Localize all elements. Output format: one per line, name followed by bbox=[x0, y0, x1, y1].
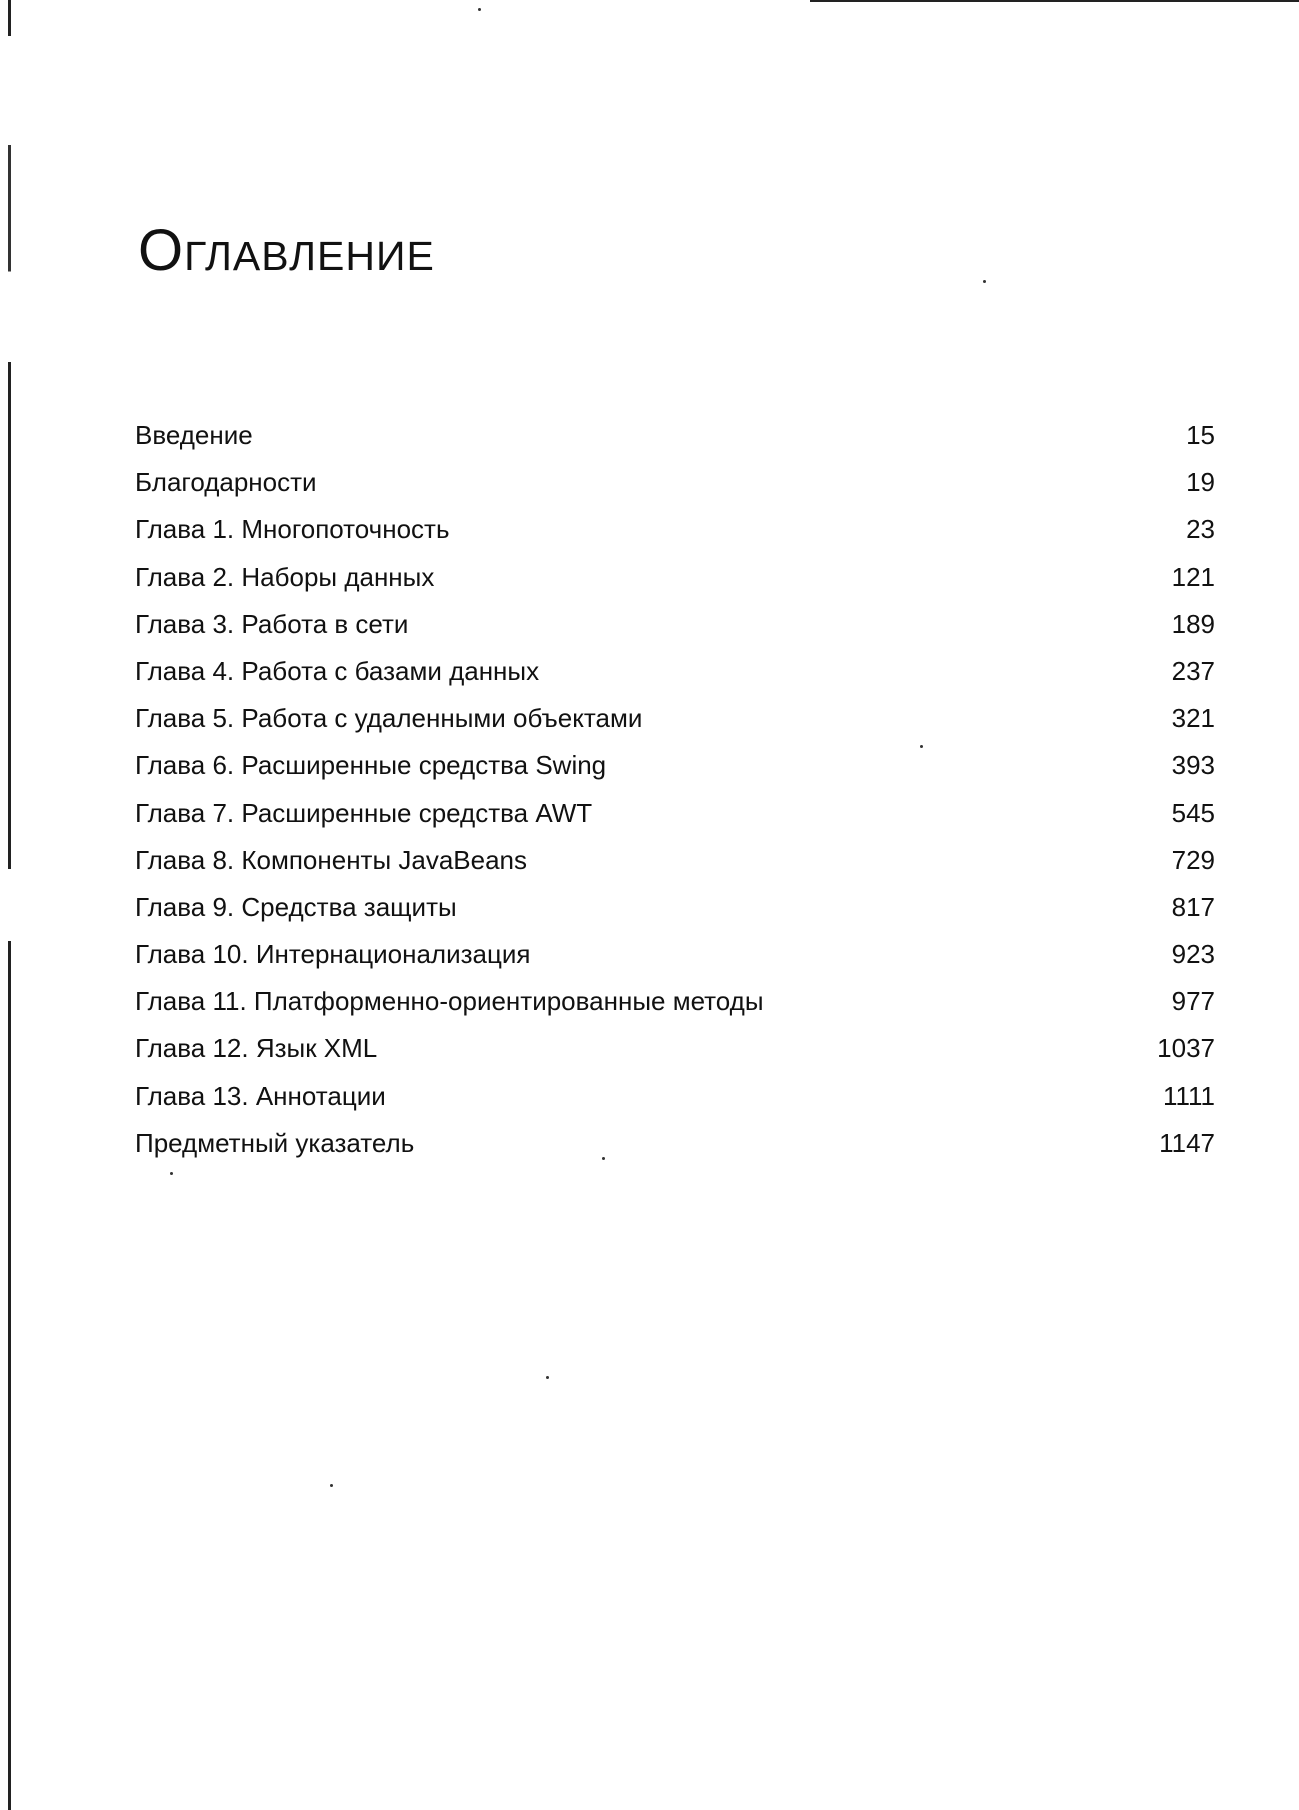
toc-entry-label: Глава 10. Интернационализация bbox=[135, 939, 531, 970]
scan-speck bbox=[546, 1376, 549, 1379]
toc-entry-label: Глава 7. Расширенные средства AWT bbox=[135, 797, 593, 828]
toc-entry-page-number: 817 bbox=[1171, 891, 1215, 922]
toc-entry[interactable] bbox=[135, 695, 1215, 742]
toc-entry-page-number: 321 bbox=[1171, 703, 1215, 734]
toc-entry-label: Глава 5. Работа с удаленными объектами bbox=[135, 703, 643, 734]
toc-entry[interactable] bbox=[135, 601, 1215, 648]
toc-entry-label: Глава 4. Работа с базами данных bbox=[135, 655, 540, 686]
scan-speck bbox=[330, 1484, 333, 1487]
toc-entry[interactable] bbox=[135, 837, 1215, 884]
toc-entry-label: Благодарности bbox=[135, 467, 317, 498]
toc-entry-page-number: 23 bbox=[1186, 514, 1215, 545]
toc-entry-page-number: 1037 bbox=[1157, 1033, 1215, 1064]
toc-entry-page-number: 189 bbox=[1171, 608, 1215, 639]
toc-entry[interactable] bbox=[135, 412, 1215, 459]
toc-entry-label: Глава 6. Расширенные средства Swing bbox=[135, 750, 607, 781]
toc-entry-page-number: 977 bbox=[1171, 986, 1215, 1017]
toc-entry[interactable] bbox=[135, 742, 1215, 789]
toc-entry-label: Глава 2. Наборы данных bbox=[135, 561, 435, 592]
toc-entry[interactable] bbox=[135, 790, 1215, 837]
toc-entry-label: Глава 3. Работа в сети bbox=[135, 608, 409, 639]
page-binding-edge bbox=[8, 0, 11, 1810]
toc-entry[interactable] bbox=[135, 1025, 1215, 1072]
page-top-edge bbox=[810, 0, 1299, 2]
toc-entry-label: Предметный указатель bbox=[135, 1127, 415, 1158]
toc-entry-label: Глава 8. Компоненты JavaBeans bbox=[135, 844, 528, 875]
toc-entry-page-number: 1147 bbox=[1159, 1127, 1215, 1158]
toc-entry[interactable] bbox=[135, 1073, 1215, 1120]
toc-entry[interactable] bbox=[135, 648, 1215, 695]
toc-entry-page-number: 19 bbox=[1186, 467, 1215, 498]
toc-entry-page-number: 237 bbox=[1171, 655, 1215, 686]
toc-entry[interactable] bbox=[135, 884, 1215, 931]
toc-entry-label: Глава 9. Средства защиты bbox=[135, 891, 457, 922]
toc-entry-page-number: 393 bbox=[1171, 750, 1215, 781]
toc-entry-page-number: 15 bbox=[1186, 420, 1215, 450]
scan-speck bbox=[983, 280, 986, 283]
toc-entry[interactable] bbox=[135, 978, 1215, 1025]
toc-entry[interactable] bbox=[135, 931, 1215, 978]
toc-entry[interactable] bbox=[135, 506, 1215, 553]
toc-entry[interactable] bbox=[135, 554, 1215, 601]
toc-entry-label: Глава 1. Многопоточность bbox=[135, 514, 450, 545]
toc-entry-page-number: 121 bbox=[1171, 561, 1215, 592]
table-of-contents bbox=[135, 412, 1215, 1167]
toc-entry[interactable] bbox=[135, 1120, 1215, 1167]
toc-entry-page-number: 545 bbox=[1171, 797, 1215, 828]
toc-entry-label: Глава 13. Аннотации bbox=[135, 1080, 386, 1111]
toc-entry-label: Глава 12. Язык XML bbox=[135, 1033, 378, 1064]
toc-entry-page-number: 923 bbox=[1171, 939, 1215, 970]
toc-entry[interactable] bbox=[135, 459, 1215, 506]
scan-speck bbox=[478, 8, 481, 11]
scan-speck bbox=[170, 1172, 173, 1175]
toc-entry-label: Глава 11. Платформенно-ориентированные методы bbox=[135, 986, 764, 1017]
page-title: Оглавление bbox=[138, 218, 435, 283]
toc-entry-page-number: 729 bbox=[1171, 844, 1215, 875]
toc-entry-page-number: 1111 bbox=[1162, 1080, 1215, 1111]
toc-entry-label: Введение bbox=[135, 420, 253, 450]
